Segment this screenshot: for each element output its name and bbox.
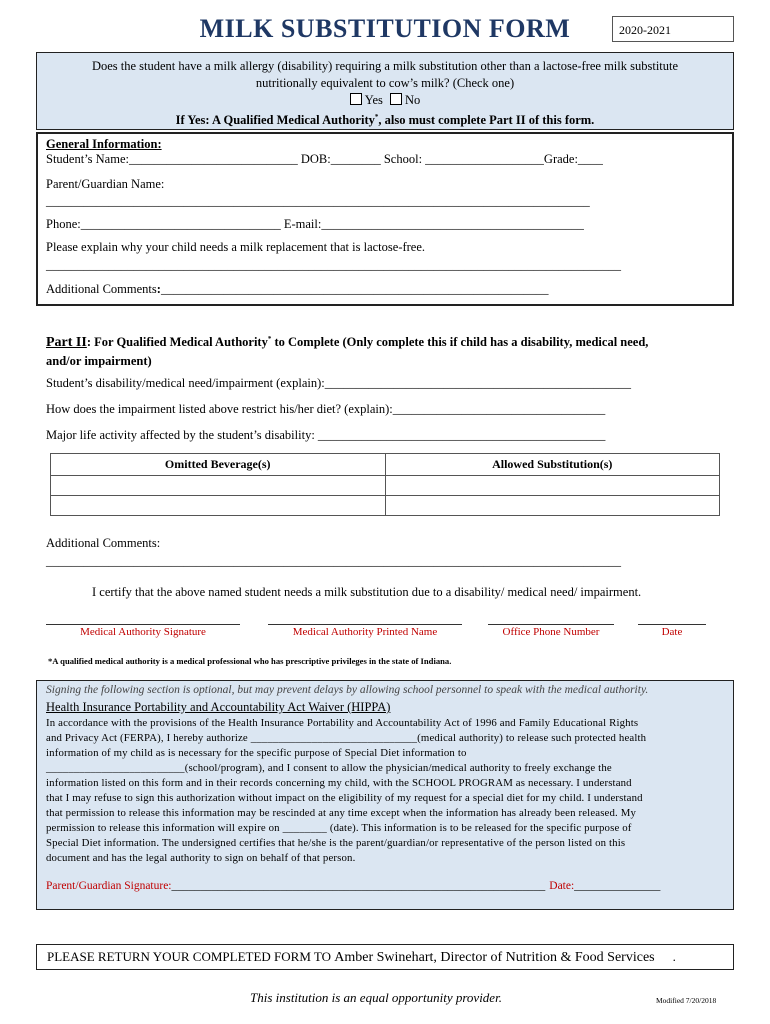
explain-label: Please explain why your child needs a milk replacement that is lactose-free. bbox=[46, 240, 426, 254]
hipaa-line: that permission to release this information may be rescinded at any time except when the information has already been released. My bbox=[46, 807, 637, 819]
if-yes-text: If Yes: A Qualified Medical Authority bbox=[175, 113, 375, 128]
explain-line[interactable]: ____________________________________________________________________________________________ bbox=[46, 258, 621, 272]
if-yes-star: * bbox=[374, 113, 379, 121]
parent-date-label: Date: bbox=[549, 880, 575, 892]
qualified-authority-footnote: *A qualified medical authority is a medical professional who has prescriptive privileges in the state of Indiana. bbox=[48, 656, 452, 666]
return-instructions-box bbox=[36, 944, 734, 970]
parent-date-line[interactable]: _______________ bbox=[574, 880, 661, 892]
table-row bbox=[51, 496, 720, 516]
parent-signature-line[interactable]: _________________________________________________________________ bbox=[171, 880, 546, 892]
return-text: PLEASE RETURN YOUR COMPLETED FORM TO bbox=[47, 949, 335, 964]
date-line[interactable] bbox=[638, 624, 706, 625]
part2-heading-text-end: to Complete (Only complete this if child has a disability, medical need, bbox=[271, 335, 649, 350]
major-life-activity-line[interactable]: Major life activity affected by the student’s disability: ______________________________________________ bbox=[46, 428, 606, 442]
table-header-row bbox=[51, 454, 720, 476]
part2-heading-text: : For Qualified Medical Authority bbox=[86, 335, 268, 350]
part2-heading-line-2: and/or impairment) bbox=[46, 354, 152, 369]
general-comments-colon: : bbox=[156, 282, 161, 296]
hipaa-line[interactable]: _________________________(school/program), and I consent to allow the physician/medical authority to freely exchange the bbox=[46, 762, 612, 774]
part2-heading-star: * bbox=[267, 335, 272, 343]
if-yes-note bbox=[37, 109, 733, 129]
hipaa-line[interactable]: and Privacy Act (FERPA), I hereby authorize ______________________________(medical authority) to release such protected health bbox=[46, 732, 647, 744]
return-recipient: Amber Swinehart, Director of Nutrition & Food Services bbox=[334, 950, 655, 965]
general-comments-line[interactable] bbox=[46, 282, 548, 297]
yes-label: Yes bbox=[364, 93, 383, 107]
office-phone-line[interactable] bbox=[488, 624, 614, 625]
allowed-substitution-cell[interactable] bbox=[385, 476, 720, 496]
hipaa-line: In accordance with the provisions of the Health Insurance Portability and Accountability Act of 1996 and Family Educational Rights bbox=[46, 717, 639, 729]
allowed-substitution-cell[interactable] bbox=[385, 496, 720, 516]
hipaa-line: Special Diet information. The undersigned certifies that he/she is the parent/guardian/or representative of the person listed on this bbox=[46, 837, 626, 849]
parent-signature-label: Parent/Guardian Signature: bbox=[46, 880, 172, 892]
allergy-question-box bbox=[36, 52, 734, 130]
omitted-beverage-cell[interactable] bbox=[51, 476, 386, 496]
hipaa-line[interactable]: permission to release this information will expire on ________ (date). This information is to be released for the specific purpose of bbox=[46, 822, 632, 834]
form-title: MILK SUBSTITUTION FORM bbox=[199, 14, 571, 43]
hipaa-line: information of my child as is necessary for the specific purpose of Special Diet information to bbox=[46, 747, 467, 759]
hipaa-heading: Health Insurance Portability and Accountability Act Waiver (HIPPA) bbox=[46, 700, 391, 714]
certification-statement: I certify that the above named student needs a milk substitution due to a disability/ medical need/ impairment. bbox=[92, 585, 642, 599]
modified-date: Modified 7/20/2018 bbox=[656, 996, 717, 1005]
general-comments-label: Additional Comments bbox=[46, 282, 157, 296]
allowed-substitution-header: Allowed Substitution(s) bbox=[385, 454, 720, 476]
phone-email-line[interactable]: Phone:________________________________ E-mail:__________________________________________ bbox=[46, 217, 584, 231]
omitted-beverage-cell[interactable] bbox=[51, 496, 386, 516]
disability-line[interactable]: Student’s disability/medical need/impairment (explain):_________________________________________________ bbox=[46, 376, 632, 390]
medical-signature-line[interactable] bbox=[46, 624, 240, 625]
part2-label: Part II bbox=[46, 335, 87, 351]
hipaa-line: document and has the legal authority to sign on behalf of that person. bbox=[46, 852, 356, 864]
yes-checkbox[interactable] bbox=[350, 93, 362, 105]
part2-comments-line[interactable]: ____________________________________________________________________________________________ bbox=[46, 554, 621, 568]
no-label: No bbox=[405, 93, 421, 107]
equal-opportunity-statement: This institution is an equal opportunity provider. bbox=[250, 990, 502, 1005]
question-line-1: Does the student have a milk allergy (disability) requiring a milk substitution other than a lactose-free milk substitute bbox=[91, 59, 679, 73]
diet-restriction-line[interactable]: How does the impairment listed above restrict his/her diet? (explain):__________________________________ bbox=[46, 402, 606, 416]
office-phone-label: Office Phone Number bbox=[502, 626, 600, 638]
hipaa-intro: Signing the following section is optional, but may prevent delays by allowing school personnel to speak with the medical authority. bbox=[46, 684, 649, 696]
date-label: Date bbox=[661, 626, 683, 638]
hipaa-line: information listed on this form and in their records concerning my child, with the SCHOOL PROGRAM as necessary. I understand bbox=[46, 777, 632, 789]
student-info-line[interactable]: Student’s Name:___________________________ DOB:________ School: ___________________Grade:____ bbox=[46, 152, 603, 166]
printed-name-label: Medical Authority Printed Name bbox=[292, 626, 438, 638]
table-row bbox=[51, 476, 720, 496]
hipaa-line: that I may refuse to sign this authorization without impact on the eligibility of my request for a special diet for my child. I understand bbox=[46, 792, 643, 804]
parent-name-label: Parent/Guardian Name: bbox=[46, 177, 165, 191]
general-comments-blank[interactable]: ______________________________________________________________ bbox=[160, 282, 549, 296]
beverage-substitution-table bbox=[50, 453, 720, 516]
hipaa-body bbox=[46, 716, 646, 866]
part2-heading bbox=[46, 330, 726, 370]
parent-signature-row bbox=[46, 880, 660, 892]
parent-name-line[interactable]: _______________________________________________________________________________________ bbox=[46, 194, 590, 208]
if-yes-text-end: , also must complete Part II of this form. bbox=[378, 113, 595, 128]
part2-comments-label: Additional Comments: bbox=[46, 536, 161, 550]
no-checkbox[interactable] bbox=[390, 93, 402, 105]
question-line-2: nutritionally equivalent to cow’s milk? (Check one) bbox=[255, 76, 515, 90]
yes-no-options bbox=[37, 92, 733, 109]
return-period: . bbox=[672, 949, 676, 964]
general-info-heading: General Information: bbox=[46, 137, 162, 151]
omitted-beverage-header: Omitted Beverage(s) bbox=[51, 454, 386, 476]
medical-signature-label: Medical Authority Signature bbox=[80, 626, 206, 638]
school-year-box: 2020-2021 bbox=[612, 16, 734, 42]
printed-name-line[interactable] bbox=[268, 624, 462, 625]
